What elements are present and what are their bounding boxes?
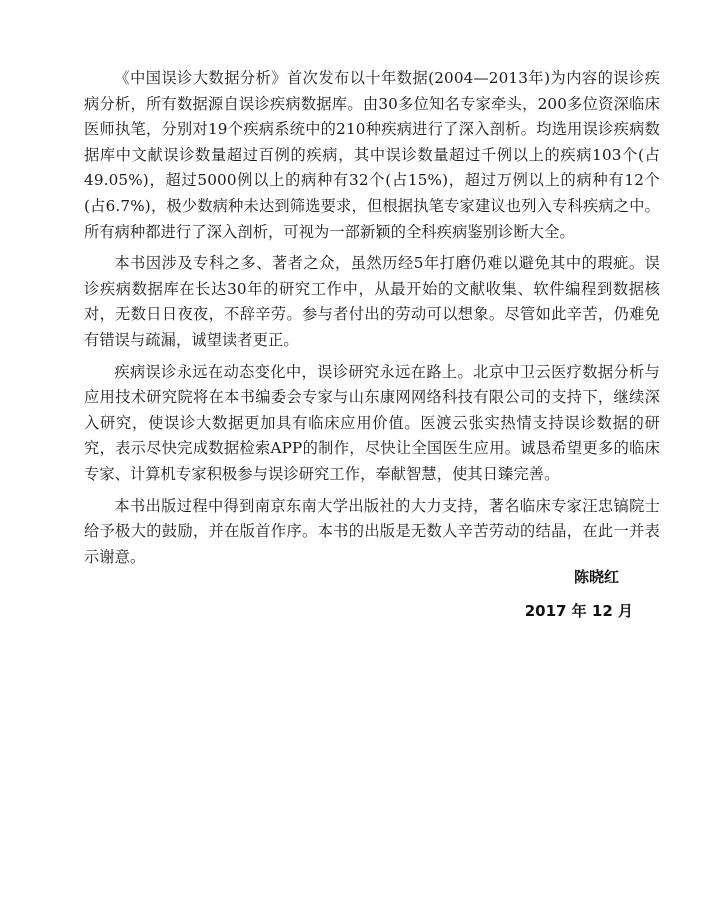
signature-name: 陈晓红 — [573, 568, 619, 586]
document-body — [84, 66, 660, 576]
paragraph-errata: 本书因涉及专科之多、著者之众，虽然历经5年打磨仍难以避免其中的瑕疵。误诊疾病数据库在长达30年的研究工作中，从最开始的文献收集、软件编程到数据核对，无数日日夜夜，不辞辛劳。参与者付出的劳动可以想象。尽管如此辛苦，仍难免有错误与疏漏，诚望读者更正。 — [84, 254, 660, 349]
signature-block — [525, 566, 633, 622]
paragraph-intro: 《中国误诊大数据分析》首次发布以十年数据(2004—2013年)为内容的误诊疾病分析，所有数据源自误诊疾病数据库。由30多位知名专家牵头，200多位资深临床医师执笔，分别对19个疾病系统中的210种疾病进行了深入剖析。均选用误诊疾病数据库中文献误诊数量超过百例的疾病，其中误诊数量超过千例以上的疾病103个(占49.05%)，超过5000例以上的病种有32个(占15%)，超过万例以上的病种有12个(占6.7%)，极少数病种未达到筛选要求，但根据执笔专家建议也列入专科疾病之中。所有病种都进行了深入剖析，可视为一部新颖的全科疾病鉴别诊断大全。 — [84, 69, 660, 241]
paragraph-future-research: 疾病误诊永远在动态变化中，误诊研究永远在路上。北京中卫云医疗数据分析与应用技术研究院将在本书编委会专家与山东康网网络科技有限公司的支持下，继续深入研究，使误诊大数据更加具有临床应用价值。医渡云张实热情支持误诊数据的研究，表示尽快完成数据检索APP的制作，尽快让全国医生应用。诚恳希望更多的临床专家、计算机专家积极参与误诊研究工作，奉献智慧，使其日臻完善。 — [84, 362, 660, 483]
paragraph-acknowledgements: 本书出版过程中得到南京东南大学出版社的大力支持，著名临床专家汪忠镐院士给予极大的鼓励，并在版首作序。本书的出版是无数人辛苦劳动的结晶，在此一并表示谢意。 — [84, 496, 660, 566]
signature-date: 2017 年 12 月 — [524, 602, 633, 620]
